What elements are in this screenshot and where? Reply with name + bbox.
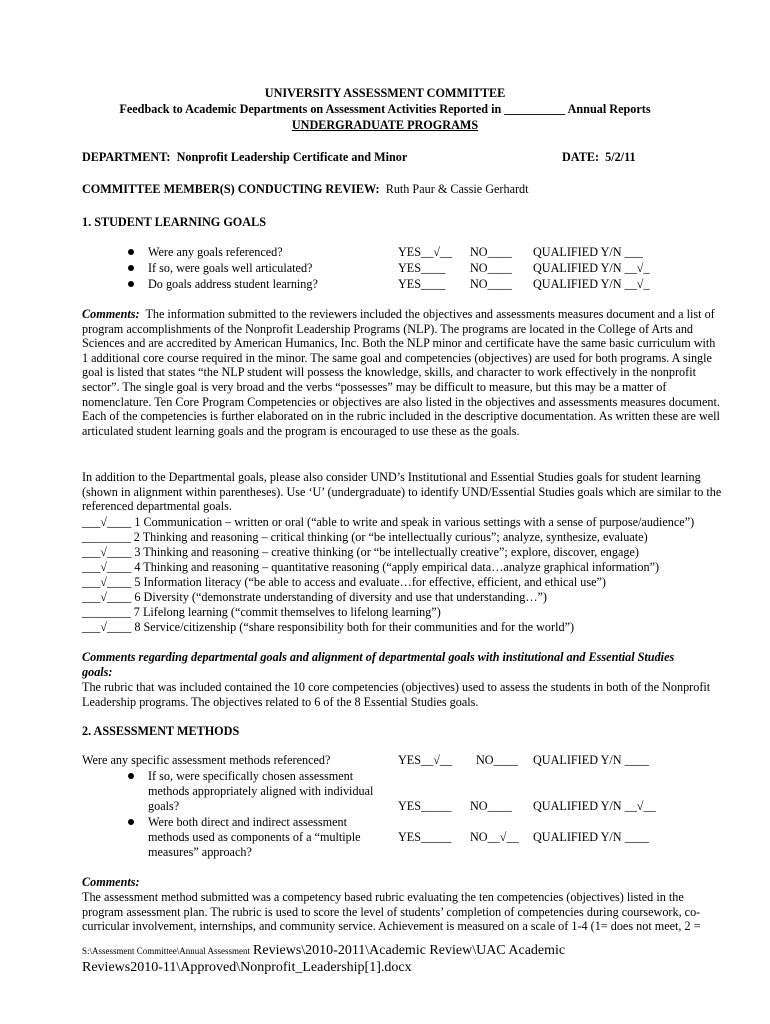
goal-item: ___√____ 4 Thinking and reasoning – quantitative reasoning (“apply empirical data…analyze graphical information”) — [82, 560, 660, 574]
question-text-line: If so, were specifically chosen assessment — [148, 769, 354, 783]
committee-value: Ruth Paur & Cassie Gerhardt — [385, 182, 529, 196]
department-row — [82, 150, 407, 165]
no-field: NO____ — [476, 753, 518, 767]
yes-field: YES__√__ — [398, 753, 453, 767]
bullet-icon — [128, 819, 134, 825]
yes-field: YES____ — [398, 277, 446, 291]
section2-comments-text: The assessment method submitted was a competency based rubric evaluating the ten competencies (objectives) listed in the program assessment plan. The rubric is used to score the level of students’ completion of competencies during coursework, co-curricular involvement, internships, and community service. Achievement is measured on a scale of 1-4 (1= does not meet, 2 = — [82, 890, 701, 934]
qualified-field: QUALIFIED Y/N ____ — [533, 753, 649, 767]
footer-file-path-line2: Reviews2010-11\Approved\Nonprofit_Leadership[1].docx — [82, 960, 412, 975]
bullet-icon — [128, 249, 134, 255]
goal-item: ___√____ 5 Information literacy (“be able to access and evaluate…for effective, efficient, and ethical use”) — [82, 575, 606, 589]
department-label: DEPARTMENT: — [82, 150, 171, 164]
yes-field: YES__√__ — [398, 245, 453, 259]
footer-path-middle: Reviews\2010-2011\Academic Review\UAC Academic — [253, 943, 566, 958]
qualified-field: QUALIFIED Y/N __√_ — [533, 261, 650, 275]
yes-field: YES_____ — [398, 799, 452, 813]
document-title: UNIVERSITY ASSESSMENT COMMITTEE — [264, 86, 506, 100]
yes-field: YES_____ — [398, 830, 452, 844]
section1-heading: 1. STUDENT LEARNING GOALS — [82, 215, 266, 229]
program-type: UNDERGRADUATE PROGRAMS — [291, 118, 479, 132]
section1-comments — [82, 307, 722, 438]
question-text-line: Were both direct and indirect assessment — [148, 815, 348, 829]
yes-field: YES____ — [398, 261, 446, 275]
qualified-field: QUALIFIED Y/N ____ — [533, 830, 649, 844]
section2-heading: 2. ASSESSMENT METHODS — [82, 724, 240, 738]
bullet-icon — [128, 773, 134, 779]
question-text-line: methods used as components of a “multiple — [148, 830, 361, 844]
bullet-icon — [128, 281, 134, 287]
goal-item: ___√____ 6 Diversity (“demonstrate understanding of diversity and use that understanding…”) — [82, 590, 547, 604]
footer-file-path — [82, 943, 565, 959]
question-text: Do goals address student learning? — [148, 277, 318, 291]
und-goals-intro: In addition to the Departmental goals, please also consider UND’s Institutional and Essential Studies goals for student learning (shown in alignment within parentheses). Use ‘U’ (undergraduate) to identify UND/Essential Studies goals which are similar to the referenced departmental goals. — [82, 470, 722, 514]
date-row — [562, 150, 636, 165]
goal-item: ___√____ 8 Service/citizenship (“share responsibility both for their communities and for the world”) — [82, 620, 575, 634]
qualified-field: QUALIFIED Y/N ___ — [533, 245, 643, 259]
question-text-line: measures” approach? — [148, 845, 252, 859]
no-field: NO__√__ — [470, 830, 519, 844]
no-field: NO____ — [470, 245, 512, 259]
question-text: Were any specific assessment methods referenced? — [82, 753, 331, 767]
question-text-line: goals? — [148, 799, 180, 813]
footer-path-prefix: S:\Assessment Committee\Annual Assessment — [82, 946, 250, 956]
no-field: NO____ — [470, 799, 512, 813]
goal-item: ________ 7 Lifelong learning (“commit themselves to lifelong learning”) — [82, 605, 441, 619]
qualified-field: QUALIFIED Y/N __√_ — [533, 277, 650, 291]
bullet-icon — [128, 265, 134, 271]
comments-label: Comments: — [82, 307, 140, 321]
alignment-comments-text: The rubric that was included contained the 10 core competencies (objectives) used to assess the students in both of the Nonprofit Leadership programs. The objectives related to 6 of the 8 Essential Studies goals. — [82, 680, 711, 709]
document-subtitle: Feedback to Academic Departments on Assessment Activities Reported in __________ Annual Reports — [119, 102, 651, 116]
question-text-line: methods appropriately aligned with individual — [148, 784, 374, 798]
committee-row — [82, 182, 529, 197]
date-label: DATE: — [562, 150, 600, 164]
comments-text: The information submitted to the reviewers included the objectives and assessments measures document and a list of program accomplishments of the Nonprofit Leadership Programs (NLP). The programs are located in the College of Arts and Sciences and are accredited by American Humanics, Inc. Both the NLP minor and certificate have the same basic curriculum with 1 additional core course required in the minor. The same goal and competencies (objectives) are used for both programs. A single goal is listed that states “the NLP student will possess the knowledge, skills, and character to work effectively in the nonprofit sector”. The single goal is very broad and the verbs “possesses” may be difficult to measure, but this may be a matter of nomenclature. Ten Core Program Competencies or objectives are also listed in the objectives and assessments measures document. Each of the competencies is further elaborated on in the rubric included in the descriptive documentation. As written these are well articulated student learning goals and the program is encouraged to use these as the goals. — [82, 307, 720, 438]
no-field: NO____ — [470, 277, 512, 291]
goal-item: ___√____ 1 Communication – written or oral (“able to write and speak in various settings with a sense of purpose/audience”) — [82, 515, 695, 529]
goal-item: ________ 2 Thinking and reasoning – critical thinking (or “be intellectually curious”; analyze, synthesize, evaluate) — [82, 530, 648, 544]
alignment-comments-label: Comments regarding departmental goals and alignment of departmental goals with institutional and Essential Studies — [82, 650, 675, 664]
committee-label: COMMITTEE MEMBER(S) CONDUCTING REVIEW: — [82, 182, 380, 196]
section2-comments-label: Comments: — [82, 875, 140, 889]
date-value: 5/2/11 — [605, 150, 636, 164]
alignment-comments-label-cont: goals: — [82, 665, 113, 679]
goal-item: ___√____ 3 Thinking and reasoning – creative thinking (or “be intellectually creative”; explore, discover, engage) — [82, 545, 639, 559]
question-text: If so, were goals well articulated? — [148, 261, 313, 275]
question-text: Were any goals referenced? — [148, 245, 283, 259]
no-field: NO____ — [470, 261, 512, 275]
qualified-field: QUALIFIED Y/N __√__ — [533, 799, 656, 813]
department-value: Nonprofit Leadership Certificate and Minor — [176, 150, 408, 164]
